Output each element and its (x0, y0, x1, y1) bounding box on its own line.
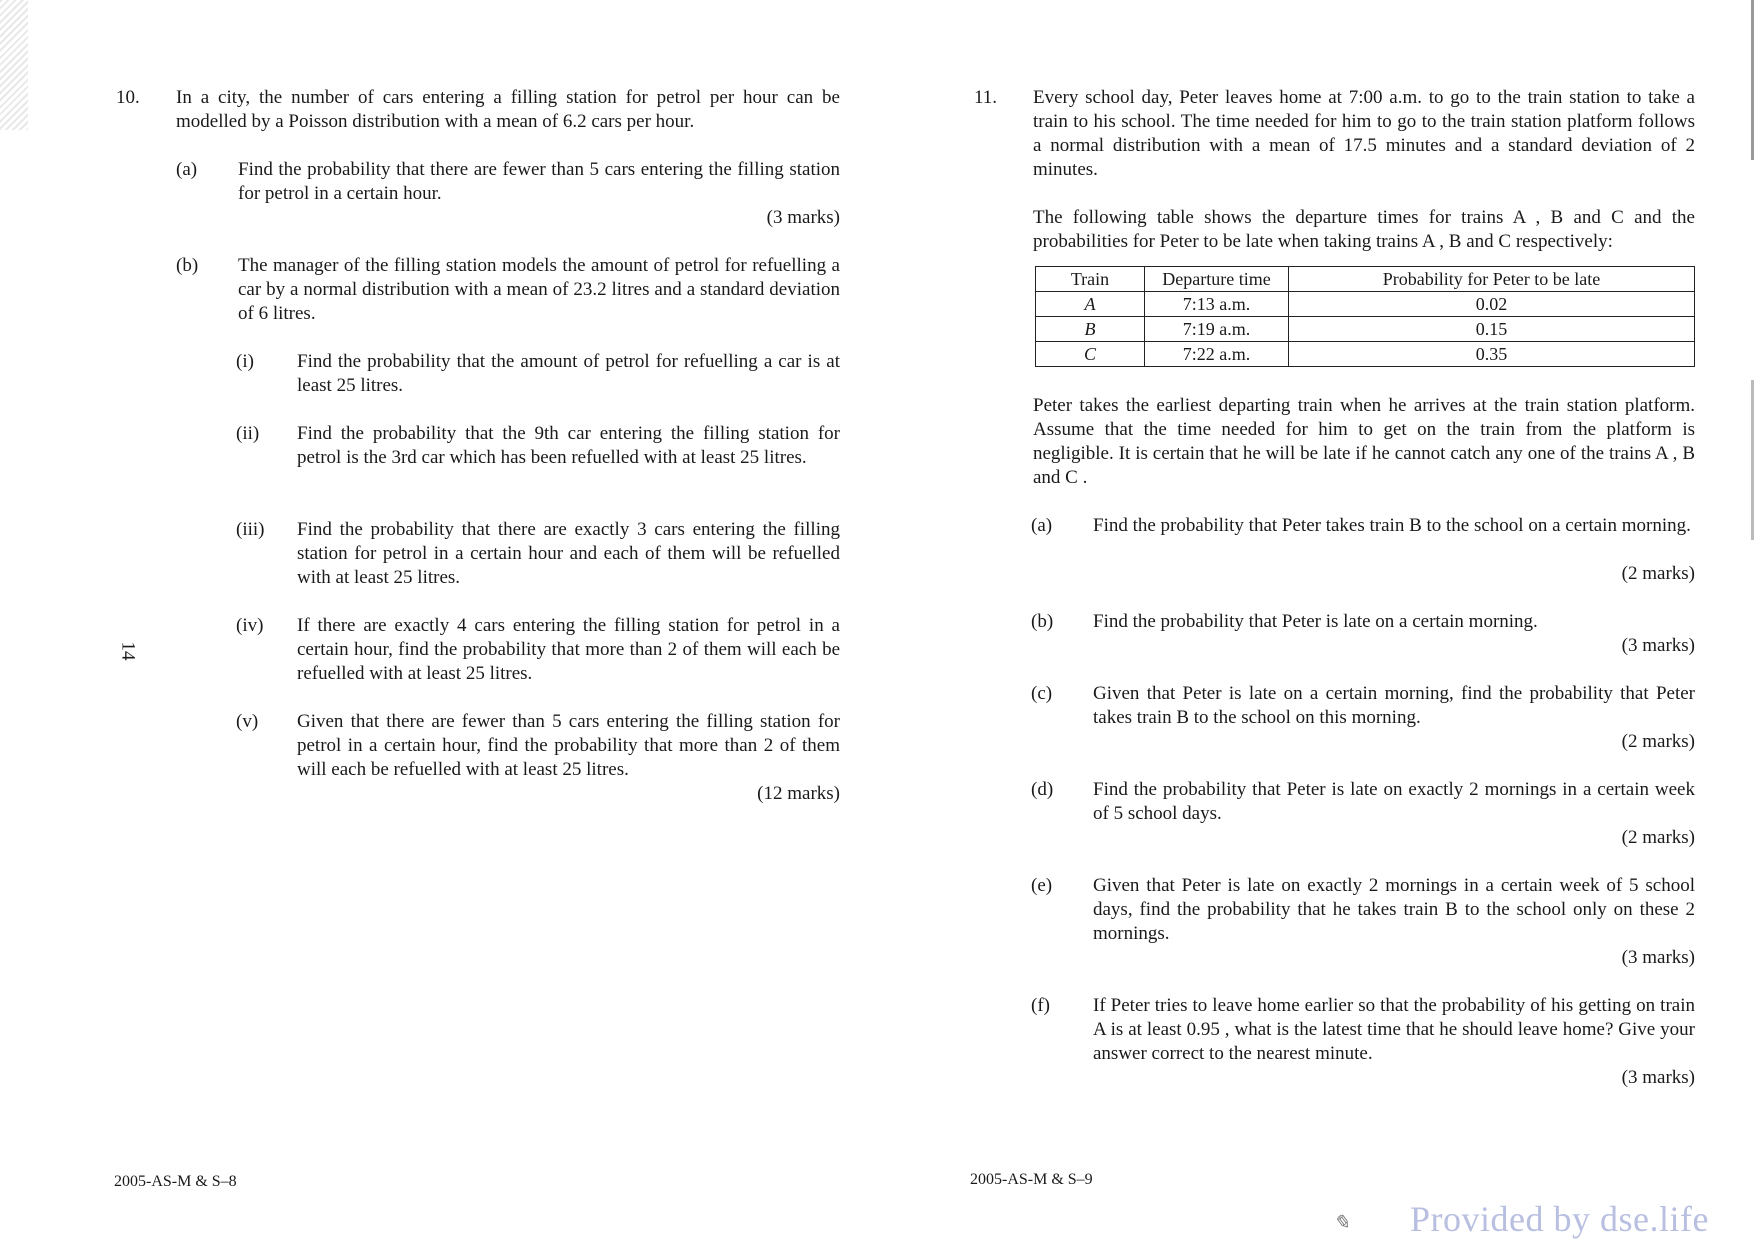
q11f-label: (f) (1031, 995, 1050, 1016)
q10b-marks: (12 marks) (757, 783, 840, 804)
q11d-text: Find the probability that Peter is late on exactly 2 mornings in a certain week of 5 school days. (1093, 779, 1695, 824)
table-header: Probability for Peter to be late (1289, 267, 1695, 292)
q10bii-text: Find the probability that the 9th car entering the filling station for petrol is the 3rd car which has been refuelled with at least 25 litres. (297, 423, 840, 468)
q10bi-label: (i) (236, 351, 254, 372)
side-page-number: 14 (117, 641, 139, 661)
table-cell: B (1036, 317, 1145, 342)
q11a-label: (a) (1031, 515, 1053, 536)
table-cell: 0.02 (1289, 292, 1695, 317)
table-cell: 0.35 (1289, 342, 1695, 367)
q10biii-label: (iii) (236, 519, 265, 540)
scan-edge-noise (0, 0, 28, 130)
q10bv-text: Given that there are fewer than 5 cars entering the filling station for petrol in a certain hour, find the probability that more than 2 of them will each be refuelled with at least 25 litres. (297, 711, 840, 780)
q11b-label: (b) (1031, 611, 1054, 632)
q11a-text: Find the probability that Peter takes train B to the school on a certain morning. (1093, 515, 1691, 536)
q10bi-text: Find the probability that the amount of petrol for refuelling a car is at least 25 litres. (297, 351, 840, 396)
q10biv-text: If there are exactly 4 cars entering the filling station for petrol in a certain hour, find the probability that more than 2 of them will each be refuelled with at least 25 litres. (297, 615, 840, 684)
table-header: Train (1036, 267, 1145, 292)
watermark: Provided by dse.life (1410, 1199, 1709, 1239)
q10bii-label: (ii) (236, 423, 260, 444)
table-cell: C (1036, 342, 1145, 367)
q11f-marks: (3 marks) (1621, 1067, 1695, 1088)
q11e-text: Given that Peter is late on exactly 2 mornings in a certain week of 5 school days, find the probability that he takes train B to the school only on these 2 mornings. (1093, 875, 1695, 944)
q11c-label: (c) (1031, 683, 1053, 704)
table-cell: A (1036, 292, 1145, 317)
q11-table-intro: The following table shows the departure times for trains A , B and C and the probabilities for Peter to be late when taking trains A , B and C respectively: (1033, 207, 1695, 252)
q11f-text: If Peter tries to leave home earlier so that the probability of his getting on train A is at least 0.95 , what is the latest time that he should leave home? Give your answer correct to the nearest minute. (1093, 995, 1695, 1064)
q10a-marks: (3 marks) (766, 207, 840, 228)
table-cell: 7:19 a.m. (1145, 317, 1289, 342)
table-cell: 7:22 a.m. (1145, 342, 1289, 367)
q11c-marks: (2 marks) (1621, 731, 1695, 752)
q10biv-label: (iv) (236, 615, 264, 636)
q10bv-label: (v) (236, 711, 259, 732)
footer-right: 2005-AS-M & S–9 (970, 1171, 1093, 1188)
q11b-text: Find the probability that Peter is late on a certain morning. (1093, 611, 1538, 632)
q11-intro: Every school day, Peter leaves home at 7:00 a.m. to go to the train station to take a train to his school. The time needed for him to go to the train station platform follows a normal distribution with a mean of 17.5 minutes and a standard deviation of 2 minutes. (1033, 87, 1695, 180)
table-cell: 7:13 a.m. (1145, 292, 1289, 317)
table-header-row (1036, 267, 1695, 292)
departure-table (1035, 266, 1695, 367)
q10a-label: (a) (176, 159, 198, 180)
q10a-text: Find the probability that there are fewer than 5 cars entering the filling station for petrol in a certain hour. (238, 159, 840, 204)
q11e-label: (e) (1031, 875, 1053, 896)
q11e-marks: (3 marks) (1621, 947, 1695, 968)
footer-left: 2005-AS-M & S–8 (114, 1173, 237, 1190)
table-row (1036, 342, 1695, 367)
q11-after-table: Peter takes the earliest departing train when he arrives at the train station platform. Assume that the time needed for him to get on the train from the platform is negligible. It is certain that he will be late if he cannot catch any one of the trains A , B and C . (1033, 395, 1695, 488)
q11a-marks: (2 marks) (1621, 563, 1695, 584)
q10b-text: The manager of the filling station models the amount of petrol for refuelling a car by a normal distribution with a mean of 23.2 litres and a standard deviation of 6 litres. (238, 255, 840, 324)
q10b-label: (b) (176, 255, 199, 276)
q10biii-text: Find the probability that there are exactly 3 cars entering the filling station for petrol in a certain hour and each of them will be refuelled with at least 25 litres. (297, 519, 840, 588)
handwritten-scribble: ✎ (1333, 1212, 1350, 1234)
table-row (1036, 292, 1695, 317)
q10-number: 10. (116, 87, 140, 108)
q11b-marks: (3 marks) (1621, 635, 1695, 656)
table-cell: 0.15 (1289, 317, 1695, 342)
q11d-label: (d) (1031, 779, 1054, 800)
q11c-text: Given that Peter is late on a certain morning, find the probability that Peter takes train B to the school on this morning. (1093, 683, 1695, 728)
q11-number: 11. (974, 87, 998, 108)
q10-intro: In a city, the number of cars entering a filling station for petrol per hour can be modelled by a Poisson distribution with a mean of 6.2 cars per hour. (176, 87, 840, 132)
q11d-marks: (2 marks) (1621, 827, 1695, 848)
table-header: Departure time (1145, 267, 1289, 292)
table-row (1036, 317, 1695, 342)
